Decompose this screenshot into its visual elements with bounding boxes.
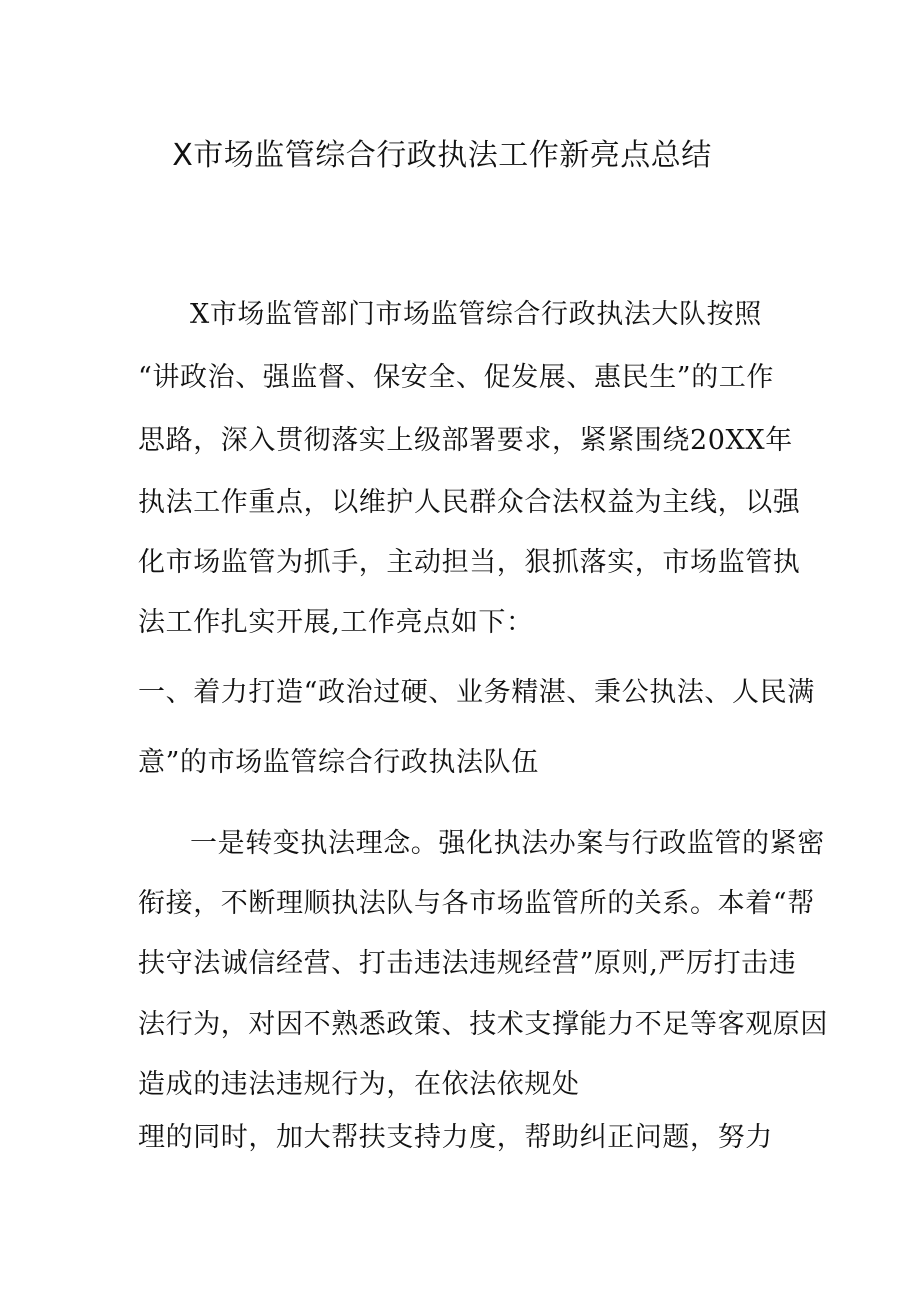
paragraph-2-line: 一是转变执法理念。强化执法办案与行政监管的紧密 [190,828,825,859]
paragraph-1-line: 执法工作重点，以维护人民群众合法权益为主线，以强 [138,487,801,518]
paragraph-2-line: 理的同时，加大帮扶支持力度，帮助纠正问题，努力 [138,1122,773,1153]
paragraph-2-line: 法行为，对因不熟悉政策、技术支撑能力不足等客观原因 [138,1009,828,1040]
paragraph-1-line: 化市场监管为抓手，主动担当，狠抓落实，市场监管执 [138,547,801,578]
paragraph-2-line: 扶守法诚信经营、打击违法违规经营”原则,严厉打击违 [138,948,797,979]
section-heading-line: 意”的市场监管综合行政执法队伍 [138,747,539,778]
section-heading-line: 一、着力打造“政治过硬、业务精湛、秉公执法、人民满 [138,677,815,708]
paragraph-2-line: 造成的违法违规行为，在依法依规处 [138,1069,580,1100]
paragraph-2-line: 衔接，不断理顺执法队与各市场监管所的关系。本着“帮 [138,888,815,919]
paragraph-1-line: “讲政治、强监督、保安全、促发展、惠民生”的工作 [138,362,775,393]
paragraph-1-line: 思路，深入贯彻落实上级部署要求，紧紧围绕20XX年 [138,425,793,456]
paragraph-1-line: 法工作扎实开展,工作亮点如下： [138,607,534,638]
paragraph-1-line: X市场监管部门市场监管综合行政执法大队按照 [190,299,762,330]
document-title: X市场监管综合行政执法工作新亮点总结 [172,138,712,173]
